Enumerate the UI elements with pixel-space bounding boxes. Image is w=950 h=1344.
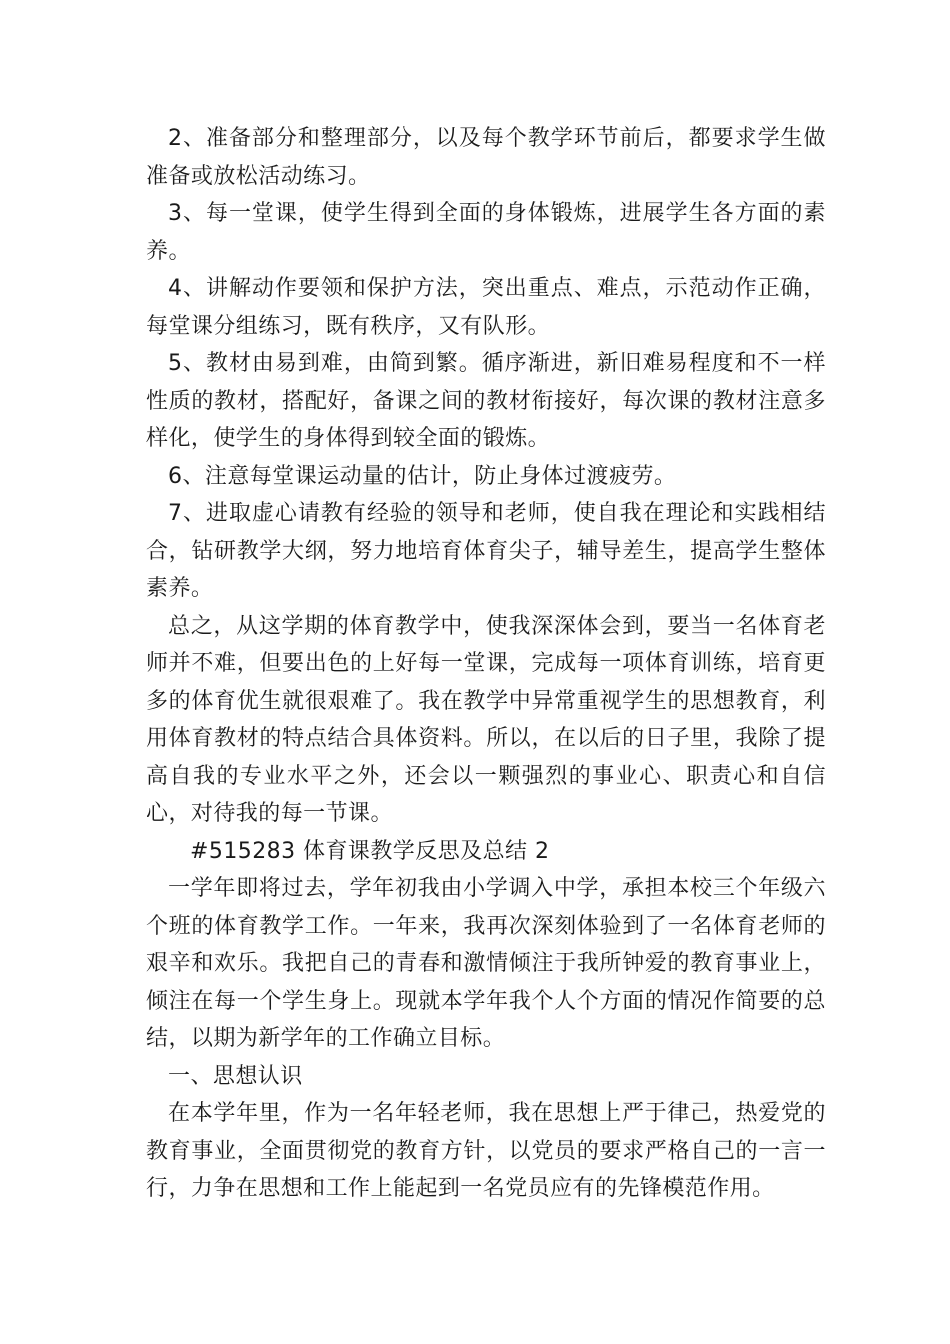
paragraph-ideology: 在本学年里，作为一名年轻老师，我在思想上严于律己，热爱党的教育事业，全面贯彻党的教育方针，以党员的要求严格自己的一言一行，力争在思想和工作上能起到一名党员应有的先锋模范作用。	[146, 1101, 826, 1201]
section-heading: #515283 体育课教学反思及总结 2	[190, 838, 550, 864]
paragraph-item-4: 4、讲解动作要领和保护方法，突出重点、难点，示范动作正确，每堂课分组练习，既有秩序，又有队形。	[146, 276, 826, 339]
paragraph-item-2: 2、准备部分和整理部分，以及每个教学环节前后，都要求学生做准备或放松活动练习。	[146, 126, 826, 189]
paragraph-intro: 一学年即将过去，学年初我由小学调入中学，承担本校三个年级六个班的体育教学工作。一年来，我再次深刻体验到了一名体育老师的艰辛和欢乐。我把自己的青春和激情倾注于我所钟爱的教育事业上，倾注在每一个学生身上。现就本学年我个人个方面的情况作简要的总结，以期为新学年的工作确立目标。	[146, 876, 826, 1051]
paragraph-item-6: 6、注意每堂课运动量的估计，防止身体过渡疲劳。	[168, 463, 677, 489]
subsection-heading: 一、思想认识	[168, 1063, 303, 1089]
paragraph-summary: 总之，从这学期的体育教学中，使我深深体会到，要当一名体育老师并不难，但要出色的上好每一堂课，完成每一项体育训练，培育更多的体育优生就很艰难了。我在教学中异常重视学生的思想教育，利用体育教材的特点结合具体资料。所以，在以后的日子里，我除了提高自我的专业水平之外，还会以一颗强烈的事业心、职责心和自信心，对待我的每一节课。	[146, 613, 826, 826]
paragraph-item-5: 5、教材由易到难，由简到繁。循序渐进，新旧难易程度和不一样性质的教材，搭配好，备课之间的教材衔接好，每次课的教材注意多样化，使学生的身体得到较全面的锻炼。	[146, 351, 826, 451]
paragraph-item-3: 3、每一堂课，使学生得到全面的身体锻炼，进展学生各方面的素养。	[146, 201, 826, 264]
paragraph-item-7: 7、进取虚心请教有经验的领导和老师，使自我在理论和实践相结合，钻研教学大纲，努力地培育体育尖子，辅导差生，提高学生整体素养。	[146, 501, 826, 601]
document-body	[146, 120, 826, 1208]
